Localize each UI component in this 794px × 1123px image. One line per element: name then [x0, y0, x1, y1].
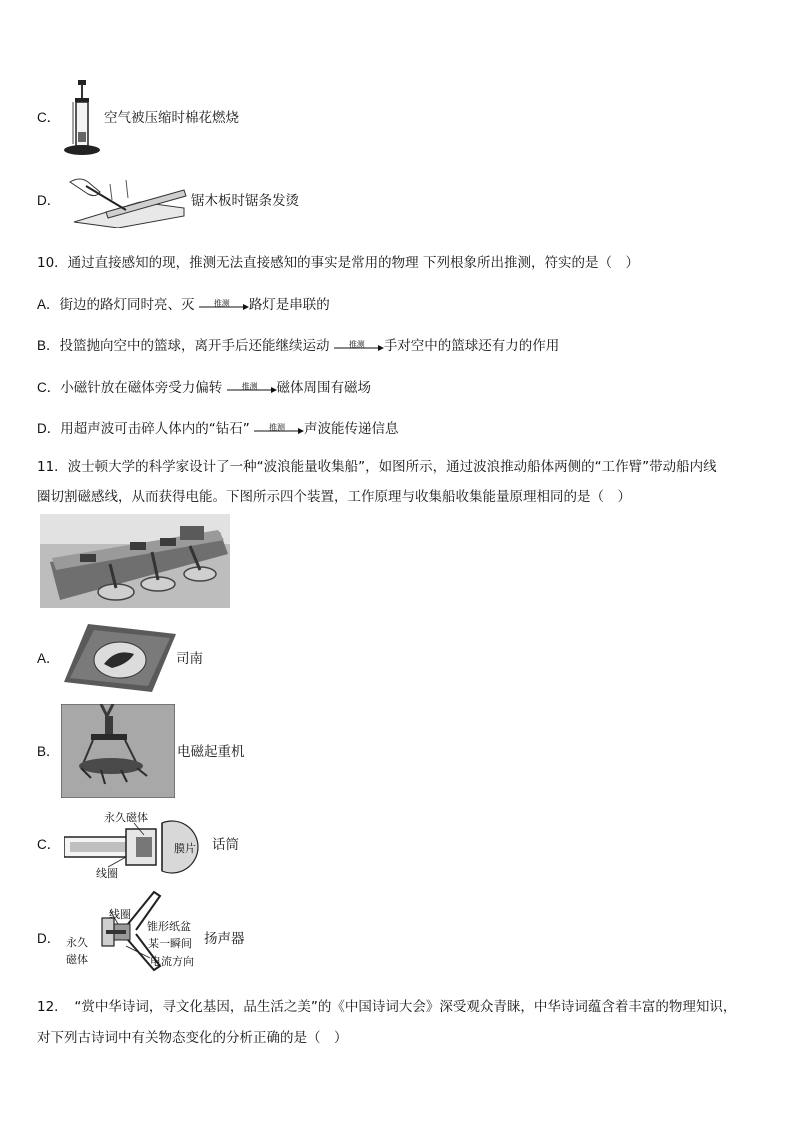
q11-option-a-text: 司南: [176, 651, 203, 667]
q10-option-a: [37, 296, 330, 314]
speaker-magnet-label-line1: 永久: [66, 936, 88, 949]
q12-stem-line2: 对下列古诗词中有关物态变化的分析正确的是（ ）: [37, 1030, 348, 1046]
sinan-compass-figure: [64, 624, 176, 692]
q9-option-c-letter: C．: [37, 110, 61, 125]
q10-option-d: [37, 420, 399, 438]
inference-arrow: [254, 420, 304, 438]
q9-option-d-letter: D．: [37, 193, 61, 208]
q10-option-c-observation: 小磁针放在磁体旁受力偏转: [60, 380, 223, 396]
arrow-right-icon: [199, 304, 249, 310]
q10-option-d-letter: D．: [37, 421, 61, 436]
inference-arrow: [227, 379, 277, 397]
q11-option-d-text: 扬声器: [204, 931, 245, 947]
wave-energy-ship-figure: [40, 514, 230, 608]
speaker-magnet-label-line2: 磁体: [66, 953, 88, 966]
q10-stem: 10．通过直接感知的现，推测无法直接感知的事实是常用的物理 下列根象所出推测，符实的是（ ）: [37, 255, 639, 271]
q10-option-d-inference: 声波能传递信息: [304, 421, 399, 437]
q10-option-a-observation: 街边的路灯同时亮、灭: [59, 297, 195, 313]
q11-option-b-letter: B．: [37, 744, 60, 759]
speaker-moment-label: 某一瞬间: [148, 937, 192, 950]
q12-stem-line1: 12． “赏中华诗词，寻文化基因，品生活之美”的《中国诗词大会》深受观众青睐，中华诗词蕴含着丰富的物理知识，: [37, 999, 737, 1015]
q11-option-a-letter: A．: [37, 651, 60, 666]
q9-option-c-text: 空气被压缩时棉花燃烧: [104, 110, 239, 126]
speaker-cone-label: 锥形纸盆: [147, 920, 191, 933]
speaker-current-label: 电流方向: [150, 955, 194, 968]
q10-option-a-letter: A．: [37, 297, 60, 312]
q11-stem-line2: 圈切割磁感线，从而获得电能。下图所示四个装置，工作原理与收集船收集能量原理相同的是（ ）: [37, 489, 631, 505]
q11-option-c-letter: C．: [37, 837, 61, 852]
inference-arrow-label: 推测: [269, 423, 286, 432]
inference-arrow: [199, 296, 249, 314]
loudspeaker-figure: [62, 890, 202, 972]
inference-arrow: [334, 337, 384, 355]
q10-option-b-letter: B．: [37, 338, 60, 353]
q10-option-c-letter: C．: [37, 380, 61, 395]
sawing-wood-figure: [66, 170, 190, 228]
electromagnetic-crane-figure: [61, 704, 175, 798]
microphone-magnet-label: 永久磁体: [104, 811, 148, 824]
speaker-coil-label: 线圈: [109, 908, 131, 921]
arrow-right-icon: [254, 428, 304, 434]
q11-option-c-text: 话筒: [212, 837, 239, 853]
q10-option-b-inference: 手对空中的篮球还有力的作用: [383, 338, 560, 354]
inference-arrow-label: 推测: [241, 382, 258, 391]
q10-option-d-observation: 用超声波可击碎人体内的“钻石”: [60, 421, 250, 437]
q11-stem-line1: 11．波士顿大学的科学家设计了一种“波浪能量收集船”，如图所示，通过波浪推动船体两侧的“工作臂”带动船内线: [37, 459, 717, 475]
q10-option-a-inference: 路灯是串联的: [248, 297, 330, 313]
q9-option-d-text: 锯木板时锯条发烫: [191, 193, 299, 209]
q10-option-c-inference: 磁体周围有磁场: [276, 380, 372, 396]
arrow-right-icon: [227, 387, 277, 393]
arrow-right-icon: [334, 345, 384, 351]
q11-option-b-text: 电磁起重机: [177, 744, 245, 760]
inference-arrow-label: 推测: [348, 340, 365, 349]
microphone-figure: [64, 809, 214, 883]
q11-option-d-letter: D．: [37, 931, 61, 946]
microphone-film-label: 膜片: [174, 842, 196, 855]
q10-option-c: [37, 379, 371, 397]
q10-option-b: [37, 337, 559, 355]
air-compression-apparatus-figure: [62, 80, 102, 158]
microphone-coil-label: 线圈: [96, 867, 118, 880]
q10-option-b-observation: 投篮抛向空中的篮球，离开手后还能继续运动: [59, 338, 330, 354]
inference-arrow-label: 推测: [213, 299, 230, 308]
